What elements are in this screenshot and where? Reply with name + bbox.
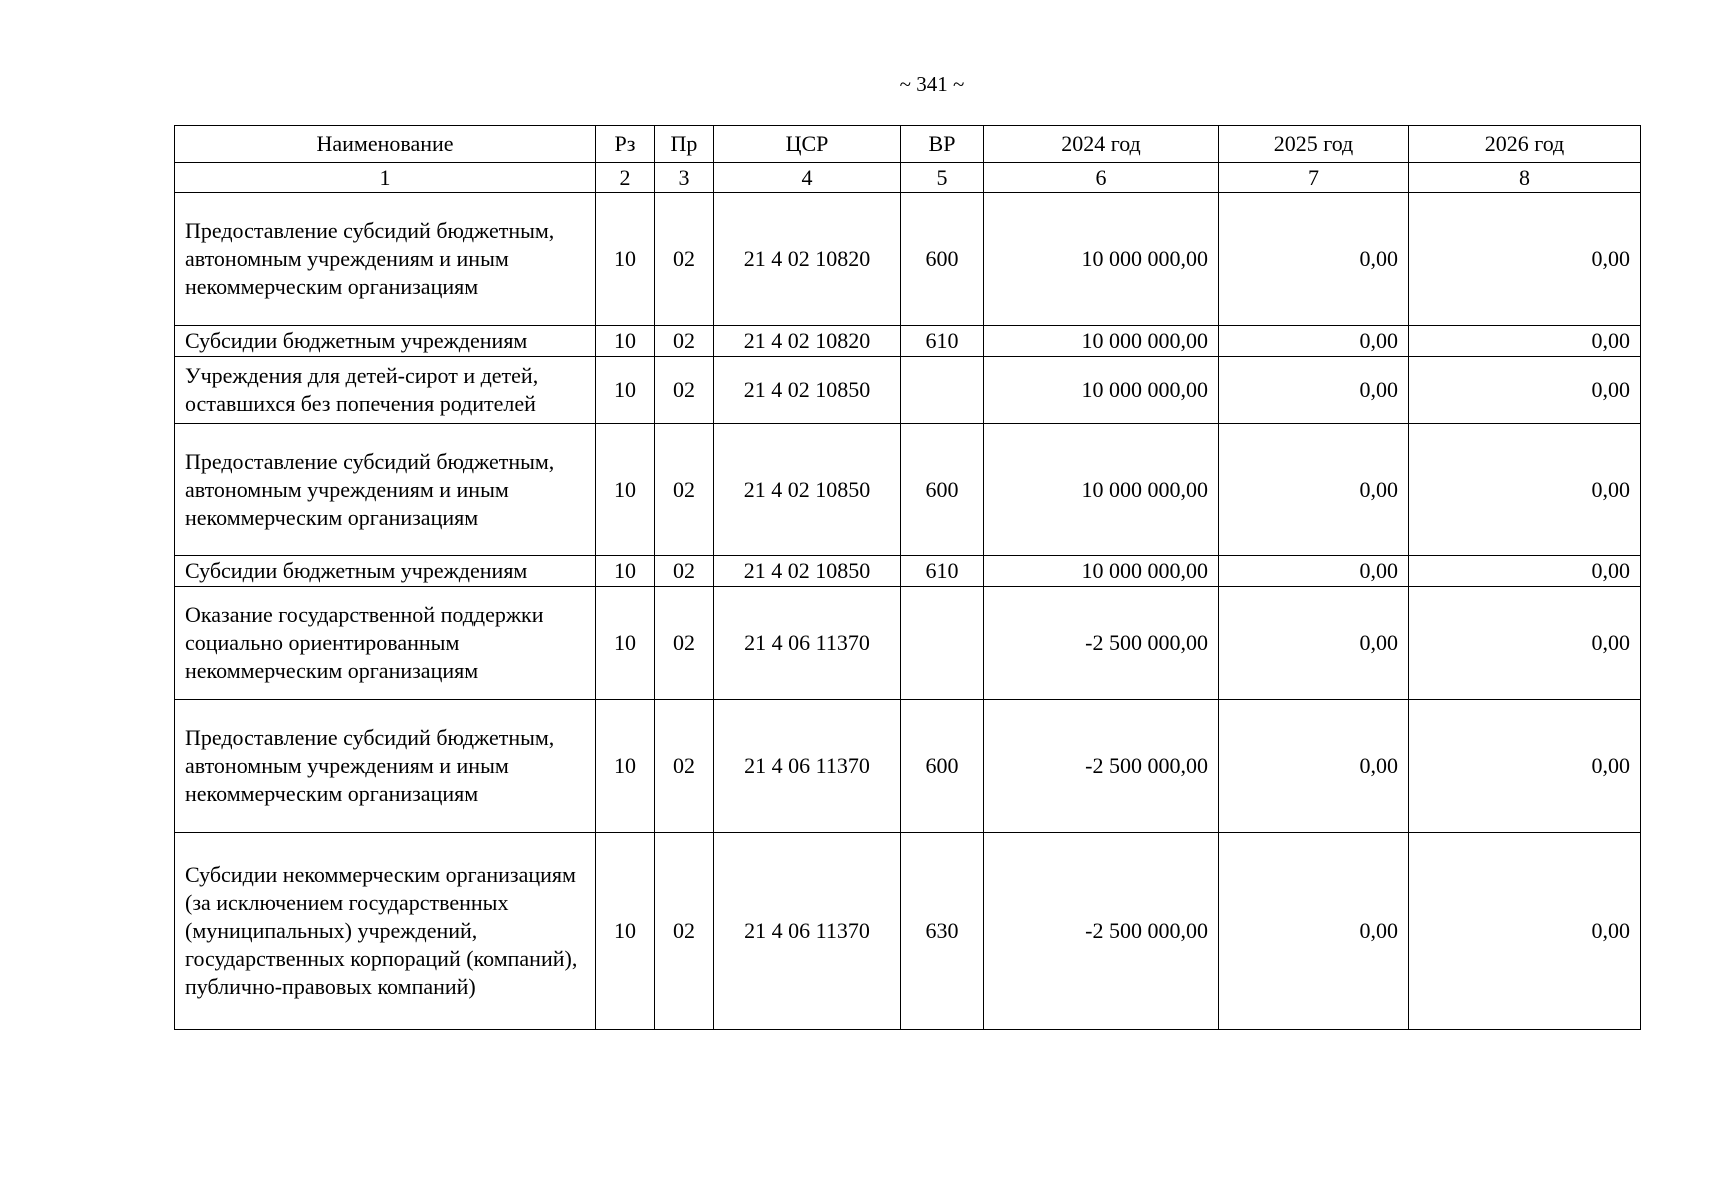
row-vr: 630 xyxy=(901,833,984,1030)
row-csr: 21 4 06 11370 xyxy=(714,700,901,833)
row-pr: 02 xyxy=(655,326,714,357)
table-row xyxy=(175,556,1641,587)
row-2026: 0,00 xyxy=(1409,700,1641,833)
row-csr: 21 4 02 10820 xyxy=(714,193,901,326)
row-2025: 0,00 xyxy=(1219,193,1409,326)
budget-table xyxy=(174,125,1641,1030)
column-number: 7 xyxy=(1219,163,1409,193)
table-row xyxy=(175,700,1641,833)
row-csr: 21 4 02 10820 xyxy=(714,326,901,357)
row-vr: 600 xyxy=(901,193,984,326)
header-rz: Рз xyxy=(596,126,655,163)
row-name: Предоставление субсидий бюджетным, автономным учреждениям и иным некоммерческим организациям xyxy=(175,700,596,833)
row-rz: 10 xyxy=(596,326,655,357)
table-row xyxy=(175,833,1641,1030)
row-name: Субсидии бюджетным учреждениям xyxy=(175,326,596,357)
row-2024: -2 500 000,00 xyxy=(984,833,1219,1030)
column-number: 1 xyxy=(175,163,596,193)
row-csr: 21 4 02 10850 xyxy=(714,424,901,556)
row-vr: 610 xyxy=(901,556,984,587)
header-csr: ЦСР xyxy=(714,126,901,163)
row-name: Субсидии некоммерческим организациям (за исключением государственных (муниципальных) учреждений, государственных корпораций (компаний), публично-правовых компаний) xyxy=(175,833,596,1030)
row-2024: 10 000 000,00 xyxy=(984,357,1219,424)
header-vr: ВР xyxy=(901,126,984,163)
page-number: ~ 341 ~ xyxy=(899,72,965,96)
row-2024: 10 000 000,00 xyxy=(984,424,1219,556)
row-vr: 610 xyxy=(901,326,984,357)
header-pr: Пр xyxy=(655,126,714,163)
row-rz: 10 xyxy=(596,357,655,424)
row-csr: 21 4 02 10850 xyxy=(714,357,901,424)
row-2025: 0,00 xyxy=(1219,587,1409,700)
row-pr: 02 xyxy=(655,193,714,326)
header-row xyxy=(175,126,1641,163)
column-number-row xyxy=(175,163,1641,193)
header-name: Наименование xyxy=(175,126,596,163)
row-vr: 600 xyxy=(901,424,984,556)
row-pr: 02 xyxy=(655,587,714,700)
row-pr: 02 xyxy=(655,424,714,556)
row-rz: 10 xyxy=(596,556,655,587)
row-2024: -2 500 000,00 xyxy=(984,587,1219,700)
row-2026: 0,00 xyxy=(1409,587,1641,700)
row-pr: 02 xyxy=(655,357,714,424)
table-row xyxy=(175,357,1641,424)
header-2025: 2025 год xyxy=(1219,126,1409,163)
row-pr: 02 xyxy=(655,556,714,587)
header-2024: 2024 год xyxy=(984,126,1219,163)
row-rz: 10 xyxy=(596,833,655,1030)
column-number: 6 xyxy=(984,163,1219,193)
row-2026: 0,00 xyxy=(1409,833,1641,1030)
row-2026: 0,00 xyxy=(1409,357,1641,424)
row-csr: 21 4 06 11370 xyxy=(714,833,901,1030)
row-pr: 02 xyxy=(655,700,714,833)
row-rz: 10 xyxy=(596,193,655,326)
row-pr: 02 xyxy=(655,833,714,1030)
row-2026: 0,00 xyxy=(1409,326,1641,357)
row-2024: 10 000 000,00 xyxy=(984,193,1219,326)
column-number: 2 xyxy=(596,163,655,193)
column-number: 4 xyxy=(714,163,901,193)
row-2025: 0,00 xyxy=(1219,556,1409,587)
column-number: 8 xyxy=(1409,163,1641,193)
column-number: 3 xyxy=(655,163,714,193)
row-2025: 0,00 xyxy=(1219,424,1409,556)
row-name: Оказание государственной поддержки социально ориентированным некоммерческим организациям xyxy=(175,587,596,700)
row-rz: 10 xyxy=(596,700,655,833)
row-2025: 0,00 xyxy=(1219,357,1409,424)
row-rz: 10 xyxy=(596,587,655,700)
row-2024: 10 000 000,00 xyxy=(984,326,1219,357)
table-row xyxy=(175,424,1641,556)
header-2026: 2026 год xyxy=(1409,126,1641,163)
row-2026: 0,00 xyxy=(1409,193,1641,326)
row-name: Учреждения для детей-сирот и детей, оставшихся без попечения родителей xyxy=(175,357,596,424)
row-csr: 21 4 02 10850 xyxy=(714,556,901,587)
row-2026: 0,00 xyxy=(1409,556,1641,587)
row-rz: 10 xyxy=(596,424,655,556)
row-2025: 0,00 xyxy=(1219,700,1409,833)
row-2025: 0,00 xyxy=(1219,326,1409,357)
row-vr: 600 xyxy=(901,700,984,833)
row-2026: 0,00 xyxy=(1409,424,1641,556)
row-name: Субсидии бюджетным учреждениям xyxy=(175,556,596,587)
column-number: 5 xyxy=(901,163,984,193)
row-name: Предоставление субсидий бюджетным, автономным учреждениям и иным некоммерческим организациям xyxy=(175,193,596,326)
row-2024: -2 500 000,00 xyxy=(984,700,1219,833)
table-row xyxy=(175,326,1641,357)
row-vr xyxy=(901,357,984,424)
row-2025: 0,00 xyxy=(1219,833,1409,1030)
table-row xyxy=(175,193,1641,326)
row-2024: 10 000 000,00 xyxy=(984,556,1219,587)
table-row xyxy=(175,587,1641,700)
row-name: Предоставление субсидий бюджетным, автономным учреждениям и иным некоммерческим организациям xyxy=(175,424,596,556)
row-vr xyxy=(901,587,984,700)
row-csr: 21 4 06 11370 xyxy=(714,587,901,700)
